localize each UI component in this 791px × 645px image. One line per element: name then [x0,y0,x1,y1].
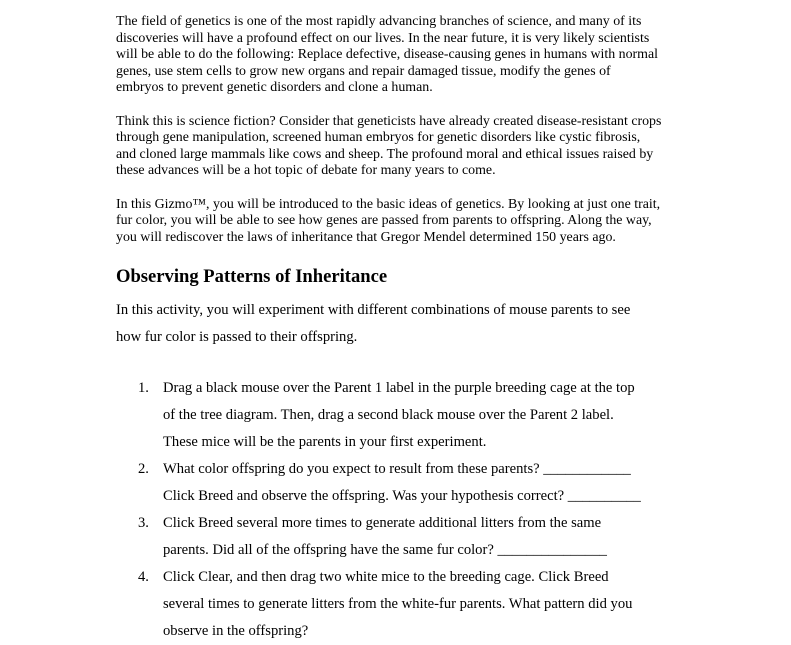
text-line: The field of genetics is one of the most rapidly advancing branches of science, and many of its [116,14,642,29]
section-intro [116,297,678,351]
text-line: through gene manipulation, screened human embryos for genetic disorders like cystic fibrosis, [116,130,641,145]
text-line: These mice will be the parents in your first experiment. [163,434,487,450]
text-line: Drag a black mouse over the Parent 1 label in the purple breeding cage at the top [163,380,635,396]
step-item [116,510,676,564]
step-number: 2. [138,461,149,477]
text-line: Click Breed several more times to generate additional litters from the same [163,515,602,531]
text-line: Think this is science fiction? Consider that geneticists have already created disease-resistant crops [116,113,662,129]
text-line: and cloned large mammals like cows and sheep. The profound moral and ethical issues raised by [116,146,654,162]
text-line: will be able to do the following: Replace defective, disease-causing genes in humans with normal [116,47,658,62]
step-item [116,564,676,645]
text-line: observe in the offspring? [163,623,309,639]
document-page [116,14,678,639]
text-line: discoveries will have a profound effect on our lives. In the near future, it is very likely scientists [116,30,650,46]
text-line: In this activity, you will experiment with different combinations of mouse parents to see [116,302,631,318]
text-line: genes, use stem cells to grow new organs and repair damaged tissue, modify the genes of [116,63,611,79]
text-line: Click Breed and observe the offspring. Was your hypothesis correct? __________ [163,488,641,504]
text-line: fur color, you will be able to see how genes are passed from parents to offspring. Along the way, [116,213,652,228]
text-line: parents. Did all of the offspring have the same fur color? _______________ [163,542,607,558]
step-number: 1. [138,380,149,396]
text-line: these advances will be a hot topic of debate for many years to come. [116,163,496,178]
step-number: 3. [138,515,149,531]
text-line: Click Clear, and then drag two white mice to the breeding cage. Click Breed [163,569,609,585]
step-item [116,375,676,456]
text-line: several times to generate litters from the white-fur parents. What pattern did you [163,596,633,612]
step-number: 4. [138,569,149,585]
text-line: how fur color is passed to their offspring. [116,329,358,345]
intro-paragraph-genetics [116,14,678,97]
intro-paragraph-gizmo [116,197,678,247]
section-heading: Observing Patterns of Inheritance [116,266,388,287]
text-line: What color offspring do you expect to result from these parents? ____________ [163,461,631,477]
text-line: of the tree diagram. Then, drag a second black mouse over the Parent 2 label. [163,407,614,423]
step-item [116,456,676,510]
text-line: you will rediscover the laws of inheritance that Gregor Mendel determined 150 years ago. [116,229,616,245]
activity-steps-list [116,375,676,645]
text-line: In this Gizmo™, you will be introduced to the basic ideas of genetics. By looking at just one trait, [116,196,661,212]
intro-paragraph-science-fiction [116,114,678,180]
text-line: embryos to prevent genetic disorders and clone a human. [116,80,433,95]
